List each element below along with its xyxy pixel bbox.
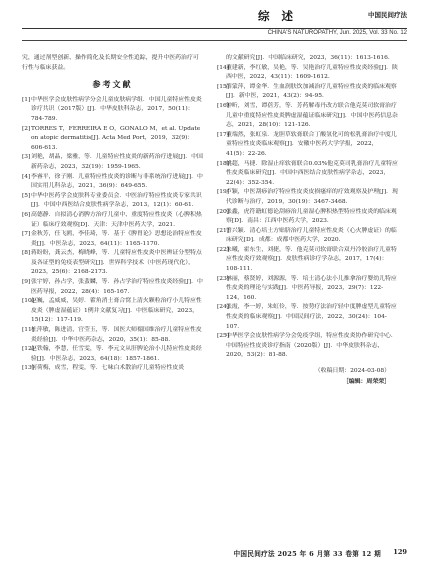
page-header — [22, 4, 407, 50]
page-number: 129 — [393, 548, 407, 556]
reference-item — [22, 125, 203, 154]
reference-text: 卢颖，中医刮痧治疗特应性皮炎皮损瘙痒的疗效观察及护理[J]．现代诊断与治疗，2019，30(19)：3467-3468. — [226, 189, 398, 205]
reference-text: 薛蒙萍，谭金华．生血润肤饮加减治疗儿童特应性皮炎的临床观察[J]．新中医，2021，43(2)：94-95. — [226, 83, 397, 100]
conclusion-paragraph: 究，通过剂型创新、操作简化及长期安全性追踪，提升中医药治疗可行性与临床获益。 — [22, 55, 199, 71]
reference-text: 董建新，李红敏，吴艳，等．吴艳治疗儿童特应性皮炎经验[J]．陕西中医，2022，43(11)：1609-1612. — [226, 64, 398, 81]
reference-item — [22, 230, 203, 249]
reference-text: 中华医学会皮肤性病学分会免疫学组，特应性皮炎协作研究中心．中国特应性皮炎诊疗指南（2020版）[J]．中华皮肤科杂志，2020，53(2)：81-88. — [226, 333, 397, 359]
reference-item — [217, 54, 398, 64]
footer-journal: 中国民间疗法 2025 年 6 月第 33 卷第 12 期 — [233, 550, 381, 558]
reference-number: [7] — [22, 231, 31, 238]
reference-number: [19] — [217, 189, 230, 196]
reference-item — [22, 326, 203, 345]
reference-item — [217, 83, 398, 102]
reference-number: [16] — [217, 102, 230, 109]
reference-item — [22, 153, 203, 172]
reference-number: [8] — [22, 250, 31, 257]
journal-issue-line: CHINA'S NATUROPATHY, Jun. 2025, Vol. 33 No. 12 — [267, 30, 407, 36]
reference-number: [2] — [22, 125, 31, 132]
reference-text: 曾兴颖．清心培土方贴脐治疗儿童特应性皮炎（心火脾虚证）的临床研究[D]．成都：成都中医药大学，2020. — [226, 227, 397, 244]
reference-number: [25] — [217, 333, 230, 340]
received-date: （收稿日期：2024-03-08） — [314, 368, 390, 374]
reference-text: 的文献研究[J]．中国临床研究，2023，36(11)：1613-1616. — [226, 55, 390, 61]
reference-number: [18] — [217, 160, 230, 167]
reference-text: TORRES T，FERREIRA E O，GONALO M，et al. Update on atopic dermatitis[J]. Acta Med Port，2019，32(9)：606-613. — [31, 125, 201, 151]
reference-item — [217, 227, 398, 246]
reference-item — [217, 208, 398, 227]
reference-item — [22, 278, 203, 297]
reference-text: 赵铁翰，李慧，任雪雯，等．李元文从肝脾论治小儿特应性皮炎经验[J]．中医杂志，2023，64(18)：1857-1861. — [31, 346, 202, 362]
journal-name: 中国民间疗法 — [368, 11, 407, 19]
reference-item — [217, 102, 398, 131]
reference-text: 张霞，李一婷，朱虹伶，等．按势疗法治疗轻中度脾虚型儿童特应性皮炎的临床观察[J]．中国民间疗法，2022，30(24)：104-107. — [226, 304, 397, 330]
reference-text: 中华中医药学会皮肤科专业委员会．中医治疗特应性皮炎专家共识[J]．中国中西医结合皮肤性病学杂志，2013，12(1)：60-61. — [31, 192, 202, 209]
reference-text: 蒋盼盼，龚云杰，梅晓峰，等．儿童特应性皮炎中医辨证分型特点及各证型的免疫表型研究[J]．世界科学技术（中医药现代化），2023，25(6)：2168-2173. — [31, 250, 202, 276]
reference-item — [217, 131, 398, 160]
reference-text: 姚超，马捷．除湿止痒软膏联合0.03%他克莫司乳膏治疗儿童特应性皮炎临床研究[J]．中国中西医结合皮肤性病学杂志，2023，22(4)：352-354. — [226, 160, 398, 186]
reference-number: [9] — [22, 279, 31, 286]
reference-number: [14] — [217, 64, 230, 71]
page-footer — [22, 548, 407, 562]
reference-number: [6] — [22, 211, 31, 218]
reference-text: 高德静．自拟清心消脾方治疗儿童中、重度特应性皮炎（心脾积热证）临床疗效观察[D]．天津：天津中医药大学，2021. — [31, 211, 202, 228]
reference-item — [22, 192, 203, 211]
reference-item — [22, 173, 203, 192]
reference-text: 李睿平，徐子刚．儿童特应性皮炎的诊断与非系统治疗进展[J]．中国实用儿科杂志，2021，36(9)：649-655. — [31, 173, 203, 190]
reference-text: 董端然，张虹泉．龙胆草软膏联合丁酸氢化可的松乳膏治疗中度儿童特应性皮炎临床观察[J]．安徽中医药大学学报，2022，41(5)：22-26. — [226, 131, 397, 157]
reference-text: 朱曦，霍东生，刘捷，等．他克莫司软膏联合双丹冷胶治疗儿童特应性皮炎疗效观察[J]．皮肤性病诊疗学杂志，2017，17(4)：108-111. — [226, 246, 397, 273]
reference-list — [22, 96, 203, 374]
reference-item — [22, 297, 203, 326]
references-title: 参考文献 — [92, 80, 133, 90]
reference-item — [217, 275, 398, 304]
reference-number: [4] — [22, 173, 31, 180]
reference-item — [22, 96, 203, 125]
reference-item — [22, 345, 203, 364]
reference-number: [21] — [217, 227, 230, 234]
reference-text: 赵巍，孟威威，吴婷．藿角消土膏合窝上清火颗粒治疗小儿特应性皮炎（脾虚湿蕴证）1例并文献复习[J]．中医临床研究，2023，15(12)：117-119. — [31, 298, 202, 324]
right-column — [217, 54, 398, 386]
reference-item — [217, 303, 398, 332]
reference-number: [20] — [217, 208, 230, 215]
reference-number: [3] — [22, 154, 31, 161]
reference-number: [1] — [22, 96, 31, 103]
reference-text: 金秋芳，任飞鸥，李佳琦，等．基于《脾胃论》思想论治特应性皮炎[J]．中医杂志，2023，64(11)：1165-1170. — [31, 231, 202, 247]
reference-number: [11] — [22, 327, 35, 334]
reference-number: [24] — [217, 304, 230, 311]
reference-number: [15] — [217, 83, 230, 90]
reference-item — [217, 332, 398, 361]
reference-number: [22] — [217, 246, 230, 253]
reference-list-continued — [217, 54, 398, 361]
editor-note: ［编辑：周荣荣］ — [342, 377, 390, 385]
reference-item — [217, 64, 398, 83]
reference-text: 中华医学会皮肤性病学分会儿童皮肤病学组．中国儿童特应性皮炎诊疗共识（2017版）[J]．中华皮肤科杂志，2017，50(11)：784-789. — [31, 96, 202, 122]
reference-text: 张宇婷，孙占学，张蜚麟，等．孙占学治疗特应性皮炎经验[J]．中医药导报，2022，28(4)：165-167. — [31, 279, 203, 295]
reference-text: 刘艳，胡晶，梁雅，等．儿童特应性皮炎的新药治疗进展[J]．中国新药杂志，2023，32(19)：1959-1965. — [31, 154, 203, 170]
reference-item — [217, 160, 398, 189]
reference-text: 钟昕，刘雪，谭蓓芳，等．芳药解毒丹改方联合他克莫司软膏治疗儿童中重度特应性皮炎脾虚湿蕴证临床研究[J]．中国中医药信息杂志，2021，28(10)：121-126. — [226, 102, 398, 129]
reference-number: [10] — [22, 298, 35, 305]
reference-item — [217, 246, 398, 275]
reference-item — [217, 188, 398, 207]
reference-text: 何荷梅，成雪，程雯，等．七味白术散治疗儿童特应性皮炎 — [31, 365, 185, 372]
reference-item — [22, 249, 203, 278]
header-rule-bottom — [22, 40, 407, 41]
section-title: 综 述 — [257, 9, 297, 23]
reference-item — [22, 364, 203, 374]
reference-text: 张鑫，虎符籍虹德论刮痧治儿童湿心脾积热型特应性皮炎的临床观察[D]．南昌：江西中医药大学，2023. — [226, 208, 397, 225]
reference-text: 杜萍敏，陈进清，官莹玉，等．国医大师禤国维治疗儿童特应性皮炎经验[J]．中华中医药杂志，2020，35(1)：85-88. — [31, 327, 202, 343]
reference-number: [17] — [217, 131, 230, 138]
reference-number: [23] — [217, 275, 230, 282]
reference-text: 林丽，蔡贤婷，刘源源，等．培土清心法小儿推拿治疗婴幼儿特应性皮炎的理论与实践[J]．中医药导报，2023，29(7)：122-124，160. — [226, 275, 397, 301]
left-column — [22, 54, 203, 374]
reference-number: [5] — [22, 192, 31, 199]
reference-number: [12] — [22, 346, 35, 353]
reference-number: [13] — [22, 365, 35, 372]
reference-item — [22, 211, 203, 230]
